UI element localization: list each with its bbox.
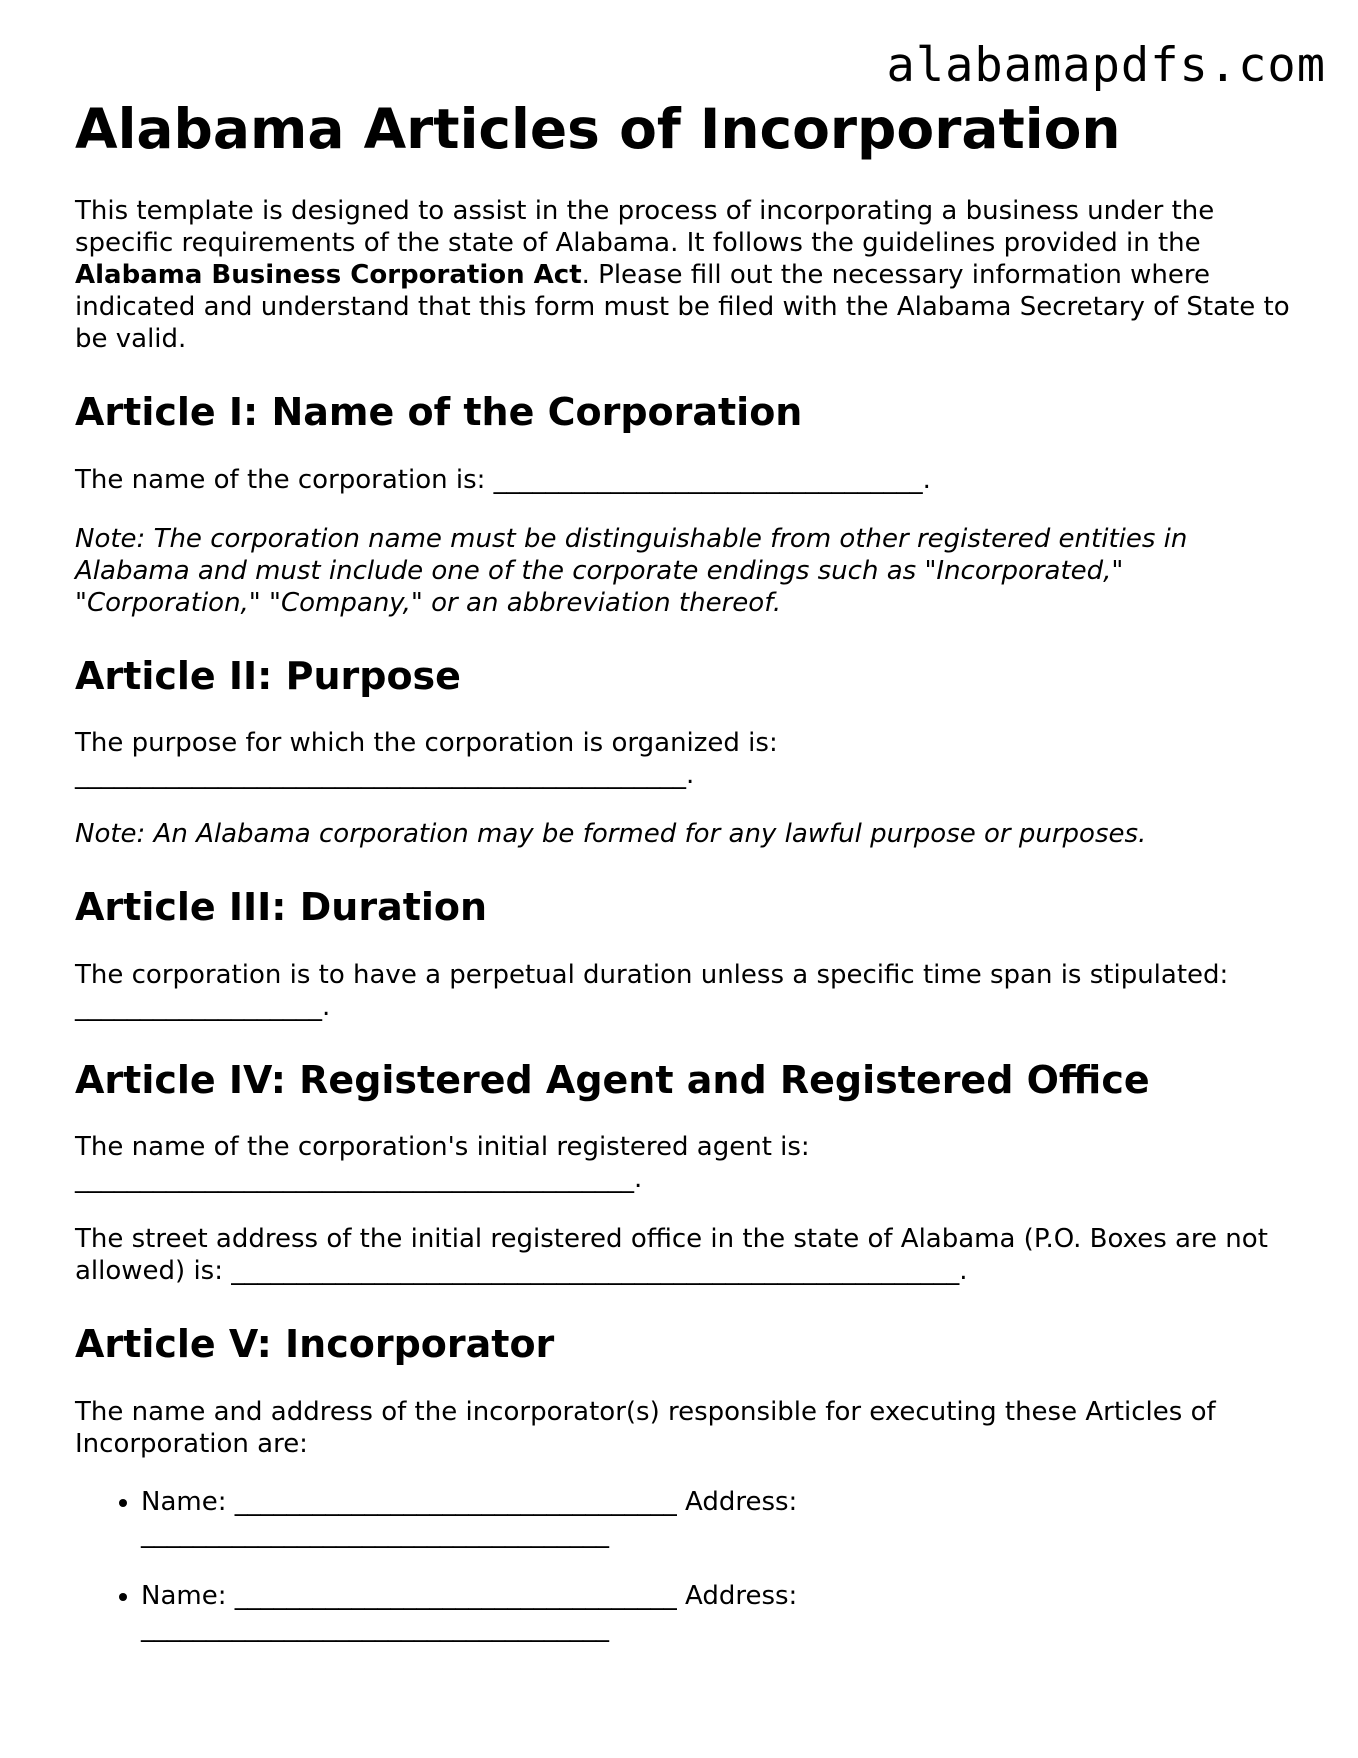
incorporator-list [75, 1486, 1295, 1644]
period: . [922, 464, 931, 495]
incorporator-name-blank[interactable]: __________________________________ [234, 1486, 677, 1517]
incorporator-entry [141, 1486, 1295, 1550]
incorporator-intro: The name and address of the incorporator(s) responsible for executing these Articles of Incorporation are: [75, 1396, 1216, 1459]
registered-agent-label: The name of the corporation's initial registered agent is: [75, 1132, 810, 1163]
duration-blank[interactable]: ___________________ [75, 991, 322, 1022]
article-4-heading: Article IV: Registered Agent and Registered Office [75, 1057, 1150, 1102]
registered-agent-blank[interactable]: ___________________________________________ [75, 1164, 634, 1195]
document-page [75, 96, 1295, 1674]
incorporator-name-label: Name: [141, 1580, 235, 1611]
incorporator-name-blank[interactable]: __________________________________ [234, 1580, 677, 1611]
corporation-name-label: The name of the corporation is: [75, 464, 494, 495]
incorporator-name-label: Name: [141, 1486, 235, 1517]
site-watermark: alabamapdfs.com [886, 38, 1326, 93]
article-1-note: Note: The corporation name must be distinguishable from other registered entities in Alabama and must include one of the corporate endings such as "Incorporated," "Corporation," "Company," or an abbreviation thereof. [75, 523, 1188, 618]
article-3-text [75, 959, 1295, 1023]
document-title: Alabama Articles of Incorporation [75, 97, 1121, 161]
period: . [322, 991, 331, 1022]
registered-agent-text [75, 1131, 1295, 1195]
article-2-heading: Article II: Purpose [75, 653, 461, 698]
registered-office-blank[interactable]: ________________________________________________________ [231, 1256, 960, 1287]
incorporator-address-blank[interactable]: ____________________________________ [141, 1518, 609, 1549]
incorporator-address-blank[interactable]: ____________________________________ [141, 1612, 609, 1643]
corporation-name-blank[interactable]: _________________________________ [493, 464, 923, 495]
incorporator-address-label: Address: [676, 1486, 798, 1517]
incorporator-address-label: Address: [676, 1580, 798, 1611]
purpose-label: The purpose for which the corporation is organized is: [75, 728, 778, 759]
article-1-text [75, 464, 1295, 496]
article-2-note: Note: An Alabama corporation may be formed for any lawful purpose or purposes. [75, 819, 1147, 850]
purpose-blank[interactable]: _______________________________________________ [75, 760, 686, 791]
intro-text-2: . Please fill out the necessary information where indicated and understand that this form must be filed with the Alabama Secretary of State to be valid. [75, 260, 1290, 354]
intro-text-1: This template is designed to assist in the process of incorporating a business under the specific requirements of the state of Alabama. It follows the guidelines provided in the [75, 196, 1215, 258]
period: . [959, 1256, 968, 1287]
intro-paragraph [75, 195, 1295, 355]
period: . [634, 1164, 643, 1195]
intro-act-name: Alabama Business Corporation Act [75, 260, 582, 290]
article-2-text [75, 727, 1295, 791]
period: . [686, 760, 695, 791]
article-1-heading: Article I: Name of the Corporation [75, 390, 803, 434]
registered-office-text [75, 1223, 1295, 1287]
article-5-heading: Article V: Incorporator [75, 1322, 555, 1367]
duration-label: The corporation is to have a perpetual duration unless a specific time span is stipulated: [75, 959, 1229, 990]
incorporator-entry [141, 1580, 1295, 1644]
article-3-heading: Article III: Duration [75, 885, 488, 930]
registered-office-label: The street address of the initial registered office in the state of Alabama (P.O. Boxes are not allowed) is: [75, 1224, 1268, 1287]
